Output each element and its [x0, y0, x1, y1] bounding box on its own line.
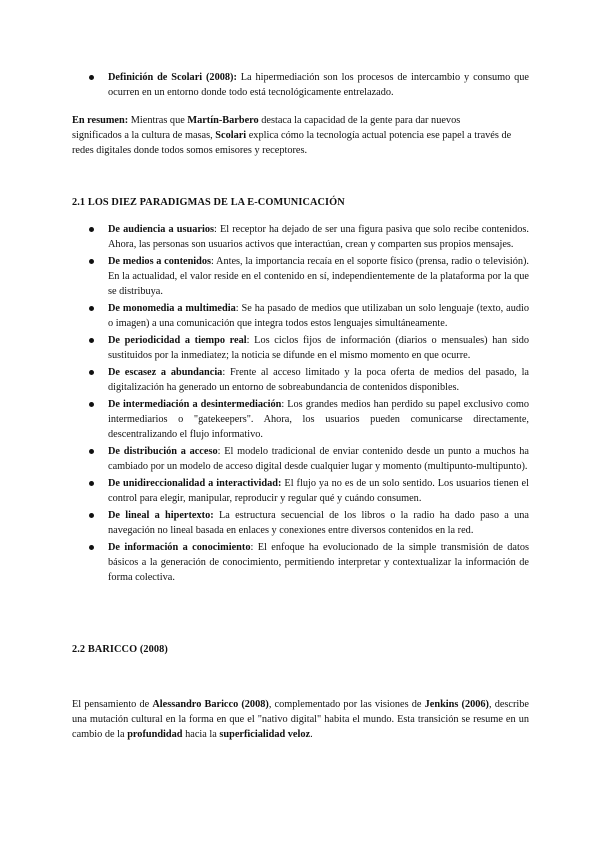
paradigm-description: : El receptor ha dejado de ser una figura pasiva que solo recibe contenidos. Ahora, las personas son usuarios activos que interactúan, crean y comparten sus propios mensajes. — [108, 224, 529, 250]
bullet-bold-label: Definición de Scolari (2008): — [108, 72, 237, 83]
bullet-icon — [89, 481, 94, 486]
paradigm-title: De información a conocimiento — [108, 542, 251, 553]
paradigm-title: De audiencia a usuarios — [108, 224, 214, 235]
bullet-icon — [89, 513, 94, 518]
baricco-text-3: , describe una mutación cultural en la forma en que el "nativo digital" habita el mundo. Esta transición se resume en un cambio de la — [72, 699, 530, 740]
bullet-icon — [89, 402, 94, 407]
bullet-icon — [89, 449, 94, 454]
list-item — [72, 222, 529, 252]
list-item — [72, 365, 529, 395]
baricco-paragraph — [72, 697, 529, 742]
list-item — [72, 301, 529, 331]
summary-bold-1: Martín-Barbero — [187, 115, 259, 126]
summary-text-3: explica cómo la tecnología actual potencia ese papel a través de redes digitales donde todos somos emisores y receptores. — [72, 130, 512, 156]
bullet-icon — [89, 259, 94, 264]
paradigm-description: : Los grandes medios han perdido su papel exclusivo como intermediarios o "gatekeepers". Ahora, los usuarios pueden comunicarse directamente, descentralizando el flujo informativo. — [108, 399, 530, 440]
paradigm-title: De escasez a abundancia — [108, 367, 223, 378]
list-item — [72, 397, 529, 442]
baricco-bold-4: superficialidad veloz — [219, 729, 311, 740]
paradigm-title: De unidireccionalidad a interactividad: — [108, 478, 282, 489]
paradigm-description: : El enfoque ha evolucionado de la simple transmisión de datos básicos a la generación de conocimiento, permitiendo interpretar y contextualizar la información de forma colectiva. — [108, 542, 530, 583]
baricco-text-4: hacia la — [182, 729, 220, 740]
list-item — [72, 254, 529, 299]
baricco-text-5: . — [310, 729, 313, 740]
section-heading-2-1: 2.1 LOS DIEZ PARADIGMAS DE LA E-COMUNICACIÓN — [72, 197, 345, 208]
paradigm-description: : Se ha pasado de medios que utilizaban un solo lenguaje (texto, audio o imagen) a una comunicación que integra todos estos lenguajes simultáneamente. — [108, 303, 529, 329]
paradigm-list — [72, 222, 529, 587]
paradigm-title: De periodicidad a tiempo real — [108, 335, 247, 346]
paradigm-title: De intermediación a desintermediación — [108, 399, 282, 410]
baricco-bold-1: Alessandro Baricco (2008) — [152, 699, 269, 710]
section-heading-2-2: 2.2 BARICCO (2008) — [72, 644, 168, 655]
bullet-icon — [89, 227, 94, 232]
baricco-bold-2: Jenkins (2006) — [424, 699, 489, 710]
baricco-text-2: , complementado por las visiones de — [268, 699, 425, 710]
bullet-icon — [89, 75, 94, 80]
bullet-icon — [89, 338, 94, 343]
baricco-text-1: El pensamiento de — [72, 699, 153, 710]
list-item — [72, 70, 529, 100]
bullet-icon — [89, 306, 94, 311]
summary-text-1: Mientras que — [128, 115, 188, 126]
paradigm-description: : Frente al acceso limitado y la poca oferta de medios del pasado, la digitalización ha generado un entorno de sobreabundancia de contenidos disponibles. — [108, 367, 529, 393]
summary-bold-2: Scolari — [215, 130, 247, 141]
paradigm-title: De lineal a hipertexto: — [108, 510, 214, 521]
list-item — [72, 540, 529, 585]
summary-paragraph — [72, 113, 512, 158]
paradigm-title: De medios a contenidos — [108, 256, 212, 267]
paradigm-description: : El modelo tradicional de enviar contenido desde un punto a muchos ha cambiado por un modelo de acceso digital desde cualquier lugar y momento (multipunto-multipunto). — [108, 446, 529, 472]
paradigm-description: La estructura secuencial de los libros o la radio ha dado paso a una navegación no lineal basada en enlaces y conexiones entre diversos contenidos en la red. — [108, 510, 529, 536]
baricco-bold-3: profundidad — [127, 729, 183, 740]
list-item — [72, 444, 529, 474]
paradigm-description: : Antes, la importancia recaía en el soporte físico (prensa, radio o televisión). En la actualidad, el valor reside en el contenido en sí, independientemente de la plataforma por la que se distribuya. — [108, 256, 529, 297]
bullet-icon — [89, 370, 94, 375]
list-item — [72, 476, 529, 506]
top-bullet-list — [72, 70, 529, 102]
paradigm-title: De distribución a acceso — [108, 446, 218, 457]
bullet-icon — [89, 545, 94, 550]
paradigm-title: De monomedia a multimedia — [108, 303, 236, 314]
paradigm-description: El flujo ya no es de un solo sentido. Los usuarios tienen el control para elegir, manipular, reproducir y regular qué y cuándo consumen. — [108, 478, 529, 504]
paradigm-description: : Los ciclos fijos de información (diarios o mensuales) han sido sustituidos por la inmediatez; la noticia se difunde en el mismo momento en que ocurre. — [108, 335, 529, 361]
list-item — [72, 508, 529, 538]
list-item — [72, 333, 529, 363]
summary-text-2: destaca la capacidad de la gente para dar nuevos significados a la cultura de masas, — [72, 115, 461, 141]
bullet-text: La hipermediación son los procesos de intercambio y consumo que ocurren en un entorno donde todo está tecnológicamente entrelazado. — [108, 72, 529, 98]
summary-lead: En resumen: — [72, 115, 129, 126]
